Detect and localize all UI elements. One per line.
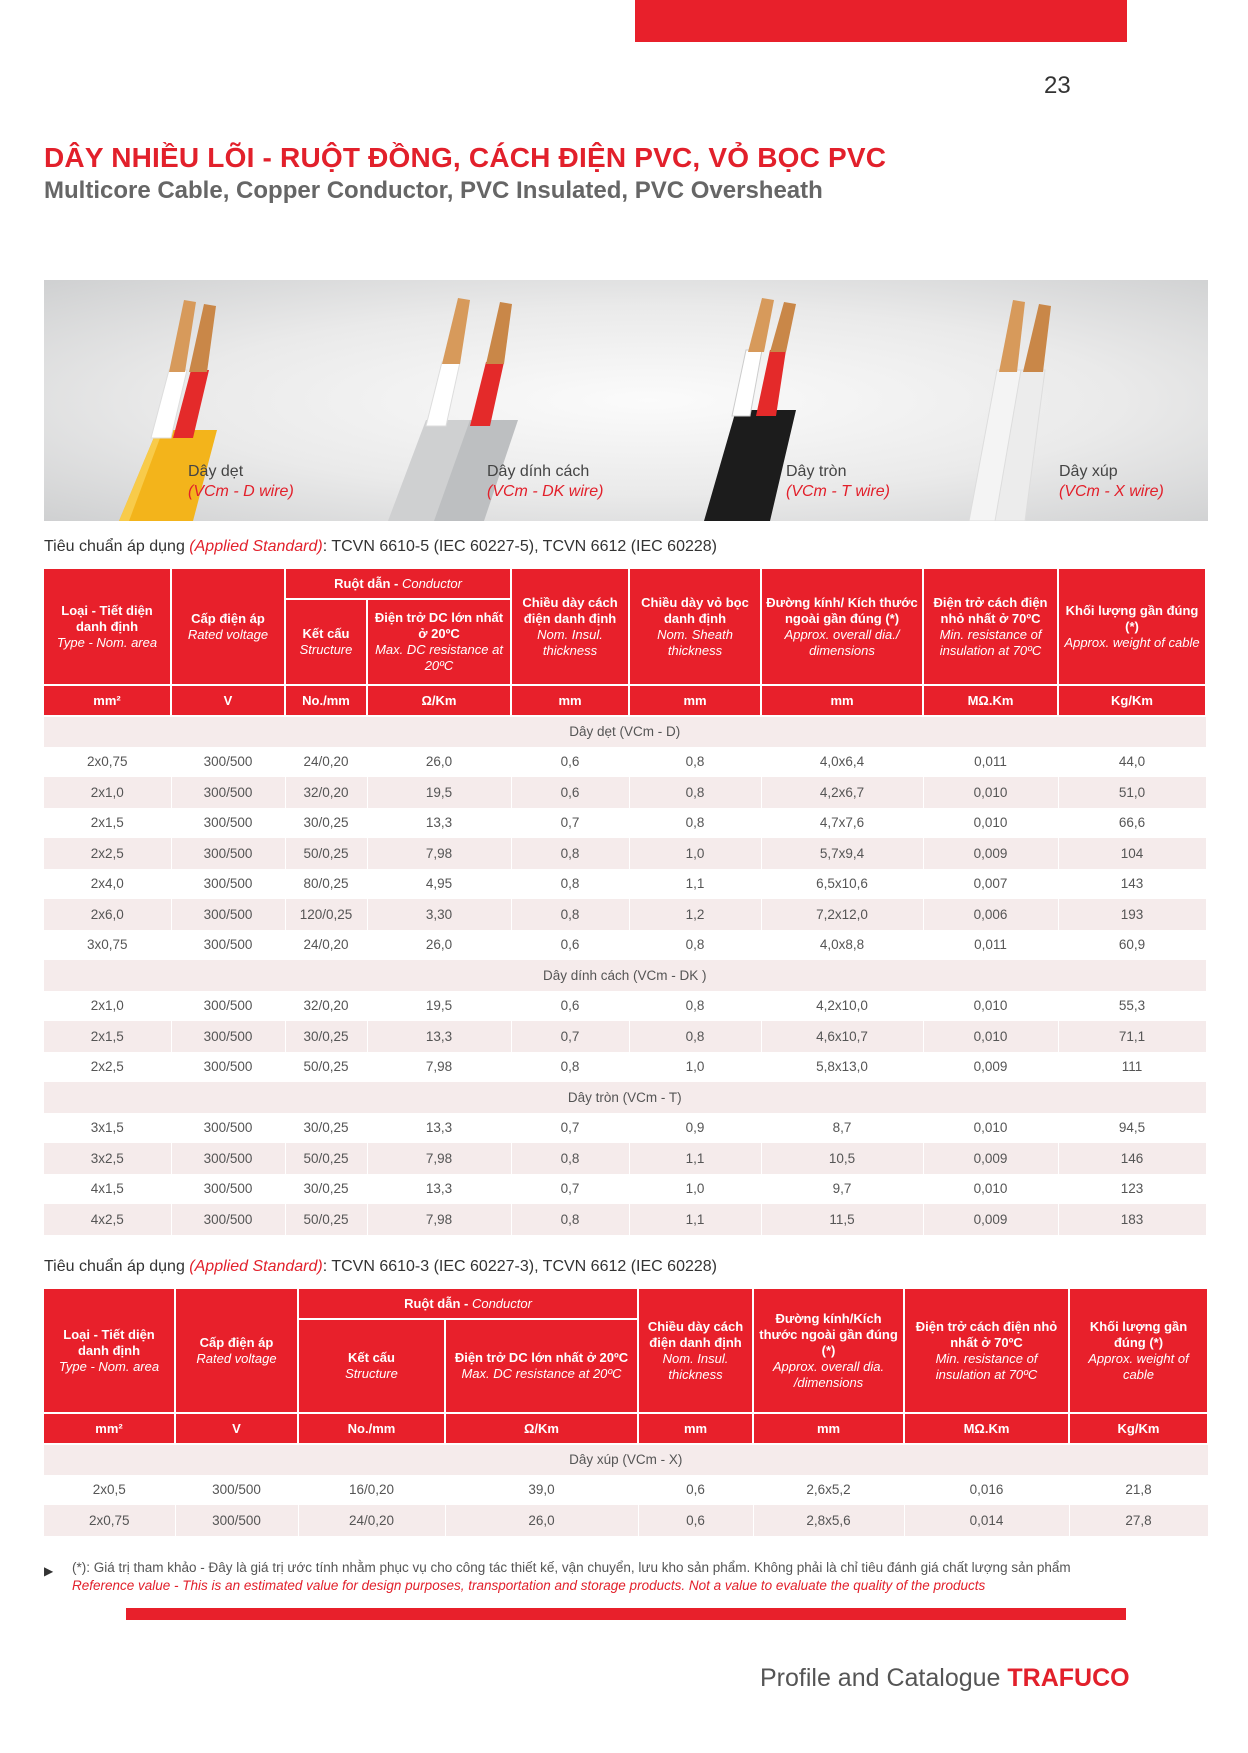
table-cell: 1,0 — [629, 1174, 761, 1205]
unit-cell: MΩ.Km — [904, 1413, 1069, 1444]
table-cell: 143 — [1058, 869, 1206, 900]
page-number: 23 — [1044, 72, 1071, 99]
table-cell: 60,9 — [1058, 930, 1206, 961]
table-cell: 2x1,5 — [44, 1021, 171, 1052]
bottom-accent-bar — [126, 1608, 1126, 1620]
footnote-vn: (*): Giá trị tham khảo - Đây là giá trị ước tính nhằm phục vụ cho công tác thiết kế, vận chuyển, lưu kho sản phẩm. Không phải là chỉ tiêu đánh giá chất lượng sản phẩm — [72, 1560, 1071, 1575]
table-cell: 71,1 — [1058, 1021, 1206, 1052]
table-cell: 2x2,5 — [44, 838, 171, 869]
header-resistance: Điện trở DC lớn nhất ở 20ºC Max. DC resistance at 20ºC — [367, 599, 511, 685]
table-cell: 300/500 — [175, 1475, 298, 1506]
header-conductor: Ruột dẫn - Conductor — [298, 1289, 638, 1319]
header-insulation: Chiều dày cách điện danh định Nom. Insul. thickness — [638, 1289, 753, 1413]
group-row — [44, 960, 1206, 991]
table-cell: 5,8x13,0 — [761, 1052, 923, 1083]
header-weight: Khối lượng gần đúng (*) Approx. weight of cable — [1069, 1289, 1208, 1413]
table-cell: 0,010 — [923, 777, 1058, 808]
table-cell: 4,95 — [367, 869, 511, 900]
table-cell: 300/500 — [171, 808, 285, 839]
table-cell: 4,6x10,7 — [761, 1021, 923, 1052]
table-cell: 8,7 — [761, 1113, 923, 1144]
table-row — [44, 991, 1206, 1022]
table-cell: 0,8 — [511, 899, 629, 930]
table-cell: 9,7 — [761, 1174, 923, 1205]
units-row — [44, 685, 1206, 716]
unit-cell: mm² — [44, 685, 171, 716]
table-row — [44, 899, 1206, 930]
table-cell: 300/500 — [171, 991, 285, 1022]
table-cell: 300/500 — [171, 930, 285, 961]
applied-standard-1: Tiêu chuẩn áp dụng (Applied Standard): TCVN 6610-5 (IEC 60227-5), TCVN 6612 (IEC 60228) — [44, 538, 717, 555]
unit-cell: V — [171, 685, 285, 716]
table-cell: 146 — [1058, 1143, 1206, 1174]
table-cell: 1,0 — [629, 1052, 761, 1083]
table-cell: 44,0 — [1058, 747, 1206, 778]
table-cell: 4,7x7,6 — [761, 808, 923, 839]
table-cell: 11,5 — [761, 1204, 923, 1235]
table-cell: 3x0,75 — [44, 930, 171, 961]
table-cell: 0,006 — [923, 899, 1058, 930]
table-cell: 4,0x6,4 — [761, 747, 923, 778]
table-cell: 123 — [1058, 1174, 1206, 1205]
unit-cell: Kg/Km — [1058, 685, 1206, 716]
spec-table-1 — [44, 569, 1207, 1235]
table-cell: 300/500 — [171, 1174, 285, 1205]
group-row — [44, 716, 1206, 747]
unit-cell: mm² — [44, 1413, 175, 1444]
table-row — [44, 838, 1206, 869]
unit-cell: MΩ.Km — [923, 685, 1058, 716]
table-cell: 0,6 — [511, 991, 629, 1022]
group-label: Dây dẹt (VCm - D) — [44, 716, 1206, 747]
table-cell: 2x1,0 — [44, 777, 171, 808]
unit-cell: mm — [629, 685, 761, 716]
table-cell: 0,7 — [511, 808, 629, 839]
table-cell: 24/0,20 — [285, 930, 367, 961]
table-cell: 0,011 — [923, 930, 1058, 961]
footnote-en: Reference value - This is an estimated value for design purposes, transportation and storage products. Not a value to evaluate the quality of the products — [72, 1578, 986, 1593]
header-insul-resistance: Điện trở cách điện nhỏ nhất ở 70ºC Min. resistance of insulation at 70ºC — [904, 1289, 1069, 1413]
unit-cell: mm — [511, 685, 629, 716]
table-cell: 0,7 — [511, 1174, 629, 1205]
table-cell: 4,0x8,8 — [761, 930, 923, 961]
table-cell: 0,016 — [904, 1475, 1069, 1506]
table-cell: 300/500 — [175, 1505, 298, 1536]
table-cell: 0,010 — [923, 808, 1058, 839]
page-title: DÂY NHIỀU LÕI - RUỘT ĐỒNG, CÁCH ĐIỆN PVC, VỎ BỌC PVC — [44, 142, 887, 173]
table-cell: 66,6 — [1058, 808, 1206, 839]
table-cell: 0,010 — [923, 1021, 1058, 1052]
table-cell: 26,0 — [367, 747, 511, 778]
catalogue-brand: Profile and Catalogue TRAFUCO — [760, 1664, 1130, 1692]
table-cell: 4x2,5 — [44, 1204, 171, 1235]
table-cell: 300/500 — [171, 1052, 285, 1083]
table-cell: 300/500 — [171, 1113, 285, 1144]
table-cell: 300/500 — [171, 869, 285, 900]
table-cell: 0,014 — [904, 1505, 1069, 1536]
table-cell: 183 — [1058, 1204, 1206, 1235]
table-row — [44, 1113, 1206, 1144]
table-cell: 0,8 — [629, 930, 761, 961]
table-cell: 21,8 — [1069, 1475, 1208, 1506]
unit-cell: V — [175, 1413, 298, 1444]
table-cell: 7,98 — [367, 838, 511, 869]
table-cell: 2x0,75 — [44, 747, 171, 778]
table-cell: 1,1 — [629, 1204, 761, 1235]
table-cell: 0,8 — [629, 991, 761, 1022]
table-cell: 10,5 — [761, 1143, 923, 1174]
table-cell: 0,009 — [923, 1052, 1058, 1083]
table-cell: 3x2,5 — [44, 1143, 171, 1174]
table-cell: 0,8 — [629, 808, 761, 839]
header-weight: Khối lượng gần đúng (*) Approx. weight of cable — [1058, 569, 1206, 685]
caption-dk-wire: Dây dính cách (VCm - DK wire) — [487, 463, 604, 500]
table-cell: 16/0,20 — [298, 1475, 445, 1506]
unit-cell: mm — [638, 1413, 753, 1444]
header-diameter: Đường kính/Kích thước ngoài gần đúng (*) Approx. overall dia. /dimensions — [753, 1289, 904, 1413]
table-cell: 39,0 — [445, 1475, 638, 1506]
unit-cell: Ω/Km — [367, 685, 511, 716]
table-cell: 6,5x10,6 — [761, 869, 923, 900]
header-structure: Kết cấu Structure — [285, 599, 367, 685]
table-cell: 3x1,5 — [44, 1113, 171, 1144]
table-cell: 120/0,25 — [285, 899, 367, 930]
table-cell: 5,7x9,4 — [761, 838, 923, 869]
table-cell: 26,0 — [367, 930, 511, 961]
table-cell: 4,2x6,7 — [761, 777, 923, 808]
table-cell: 30/0,25 — [285, 1174, 367, 1205]
table-cell: 7,98 — [367, 1052, 511, 1083]
group-row — [44, 1082, 1206, 1113]
applied-standard-2: Tiêu chuẩn áp dụng (Applied Standard): TCVN 6610-3 (IEC 60227-3), TCVN 6612 (IEC 60228) — [44, 1258, 717, 1275]
table-cell: 300/500 — [171, 747, 285, 778]
table-cell: 0,9 — [629, 1113, 761, 1144]
table-cell: 0,007 — [923, 869, 1058, 900]
table-cell: 13,3 — [367, 1021, 511, 1052]
table-cell: 27,8 — [1069, 1505, 1208, 1536]
table-cell: 2,8x5,6 — [753, 1505, 904, 1536]
caption-round-wire: Dây tròn (VCm - T wire) — [786, 463, 890, 500]
table-cell: 1,1 — [629, 1143, 761, 1174]
table-cell: 19,5 — [367, 991, 511, 1022]
table-row — [44, 777, 1206, 808]
footnote-marker: ▶ — [44, 1564, 54, 1578]
table-cell: 30/0,25 — [285, 1021, 367, 1052]
table-cell: 0,8 — [629, 1021, 761, 1052]
table-cell: 94,5 — [1058, 1113, 1206, 1144]
table-cell: 7,98 — [367, 1204, 511, 1235]
unit-cell: Ω/Km — [445, 1413, 638, 1444]
table-row — [44, 930, 1206, 961]
table-cell: 32/0,20 — [285, 991, 367, 1022]
table-cell: 0,8 — [511, 1204, 629, 1235]
table-cell: 2x1,0 — [44, 991, 171, 1022]
table-cell: 1,1 — [629, 869, 761, 900]
table-row — [44, 1143, 1206, 1174]
table-cell: 2x4,0 — [44, 869, 171, 900]
table-cell: 7,2x12,0 — [761, 899, 923, 930]
table-cell: 4,2x10,0 — [761, 991, 923, 1022]
table-cell: 2x0,75 — [44, 1505, 175, 1536]
table-cell: 0,6 — [511, 930, 629, 961]
unit-cell: No./mm — [298, 1413, 445, 1444]
group-label: Dây xúp (VCm - X) — [44, 1444, 1208, 1475]
caption-twin-wire: Dây xúp (VCm - X wire) — [1059, 463, 1164, 500]
group-label: Dây tròn (VCm - T) — [44, 1082, 1206, 1113]
header-conductor: Ruột dẫn - Conductor — [285, 569, 511, 599]
table-cell: 300/500 — [171, 777, 285, 808]
table-cell: 300/500 — [171, 838, 285, 869]
header-structure: Kết cấu Structure — [298, 1319, 445, 1413]
table-row — [44, 1505, 1208, 1536]
header-voltage: Cấp điện áp Rated voltage — [171, 569, 285, 685]
unit-cell: Kg/Km — [1069, 1413, 1208, 1444]
table-cell: 0,010 — [923, 991, 1058, 1022]
table-cell: 104 — [1058, 838, 1206, 869]
table-cell: 2x6,0 — [44, 899, 171, 930]
header-sheath: Chiều dày vỏ bọc danh định Nom. Sheath thickness — [629, 569, 761, 685]
table-cell: 0,009 — [923, 1204, 1058, 1235]
unit-cell: No./mm — [285, 685, 367, 716]
table-cell: 51,0 — [1058, 777, 1206, 808]
table-cell: 30/0,25 — [285, 1113, 367, 1144]
table-cell: 0,009 — [923, 1143, 1058, 1174]
table-cell: 0,8 — [511, 1143, 629, 1174]
table-cell: 2x1,5 — [44, 808, 171, 839]
table-cell: 55,3 — [1058, 991, 1206, 1022]
table-cell: 24/0,20 — [285, 747, 367, 778]
table-cell: 32/0,20 — [285, 777, 367, 808]
table-cell: 13,3 — [367, 808, 511, 839]
table-cell: 0,8 — [629, 777, 761, 808]
table-row — [44, 1204, 1206, 1235]
table-cell: 2x2,5 — [44, 1052, 171, 1083]
top-accent-bar — [635, 0, 1127, 42]
table-row — [44, 1475, 1208, 1506]
header-type: Loại - Tiết diện danh định Type - Nom. area — [44, 569, 171, 685]
table-cell: 3,30 — [367, 899, 511, 930]
table-cell: 30/0,25 — [285, 808, 367, 839]
header-diameter: Đường kính/ Kích thước ngoài gần đúng (*) Approx. overall dia./ dimensions — [761, 569, 923, 685]
header-type: Loại - Tiết diện danh định Type - Nom. area — [44, 1289, 175, 1413]
table-row — [44, 1021, 1206, 1052]
table-cell: 300/500 — [171, 1204, 285, 1235]
table-cell: 300/500 — [171, 1021, 285, 1052]
header-voltage: Cấp điện áp Rated voltage — [175, 1289, 298, 1413]
table-cell: 80/0,25 — [285, 869, 367, 900]
table-cell: 24/0,20 — [298, 1505, 445, 1536]
table-cell: 0,6 — [638, 1505, 753, 1536]
unit-cell: mm — [761, 685, 923, 716]
table-cell: 13,3 — [367, 1174, 511, 1205]
table-cell: 0,8 — [511, 1052, 629, 1083]
table-cell: 0,009 — [923, 838, 1058, 869]
units-row — [44, 1413, 1208, 1444]
table-row — [44, 747, 1206, 778]
table-cell: 50/0,25 — [285, 838, 367, 869]
table-cell: 0,6 — [511, 747, 629, 778]
table-cell: 0,7 — [511, 1113, 629, 1144]
table-cell: 193 — [1058, 899, 1206, 930]
table-cell: 0,8 — [629, 747, 761, 778]
page-subtitle: Multicore Cable, Copper Conductor, PVC Insulated, PVC Oversheath — [44, 177, 823, 204]
table-cell: 300/500 — [171, 1143, 285, 1174]
table-cell: 50/0,25 — [285, 1143, 367, 1174]
table-cell: 1,2 — [629, 899, 761, 930]
header-insul-resistance: Điện trở cách điện nhỏ nhất ở 70ºC Min. resistance of insulation at 70ºC — [923, 569, 1058, 685]
table-cell: 0,6 — [511, 777, 629, 808]
group-label: Dây dính cách (VCm - DK ) — [44, 960, 1206, 991]
spec-table-2 — [44, 1289, 1209, 1536]
caption-flat-wire: Dây dẹt (VCm - D wire) — [188, 463, 294, 500]
table-cell: 2,6x5,2 — [753, 1475, 904, 1506]
table-row — [44, 1174, 1206, 1205]
header-insulation: Chiều dày cách điện danh định Nom. Insul. thickness — [511, 569, 629, 685]
cable-product-photo — [44, 280, 1208, 521]
table-cell: 111 — [1058, 1052, 1206, 1083]
table-cell: 0,7 — [511, 1021, 629, 1052]
table-cell: 19,5 — [367, 777, 511, 808]
table-row — [44, 869, 1206, 900]
table-cell: 0,010 — [923, 1113, 1058, 1144]
table-cell: 13,3 — [367, 1113, 511, 1144]
table-cell: 300/500 — [171, 899, 285, 930]
table-cell: 50/0,25 — [285, 1052, 367, 1083]
table-cell: 7,98 — [367, 1143, 511, 1174]
table-cell: 50/0,25 — [285, 1204, 367, 1235]
table-cell: 0,010 — [923, 1174, 1058, 1205]
table-cell: 2x0,5 — [44, 1475, 175, 1506]
group-row — [44, 1444, 1208, 1475]
unit-cell: mm — [753, 1413, 904, 1444]
table-row — [44, 1052, 1206, 1083]
table-cell: 4x1,5 — [44, 1174, 171, 1205]
table-cell: 0,011 — [923, 747, 1058, 778]
table-cell: 0,8 — [511, 869, 629, 900]
table-cell: 0,6 — [638, 1475, 753, 1506]
table-cell: 1,0 — [629, 838, 761, 869]
table-cell: 26,0 — [445, 1505, 638, 1536]
footnote — [72, 1559, 1212, 1595]
header-resistance: Điện trở DC lớn nhất ở 20ºC Max. DC resistance at 20ºC — [445, 1319, 638, 1413]
table-cell: 0,8 — [511, 838, 629, 869]
table-row — [44, 808, 1206, 839]
